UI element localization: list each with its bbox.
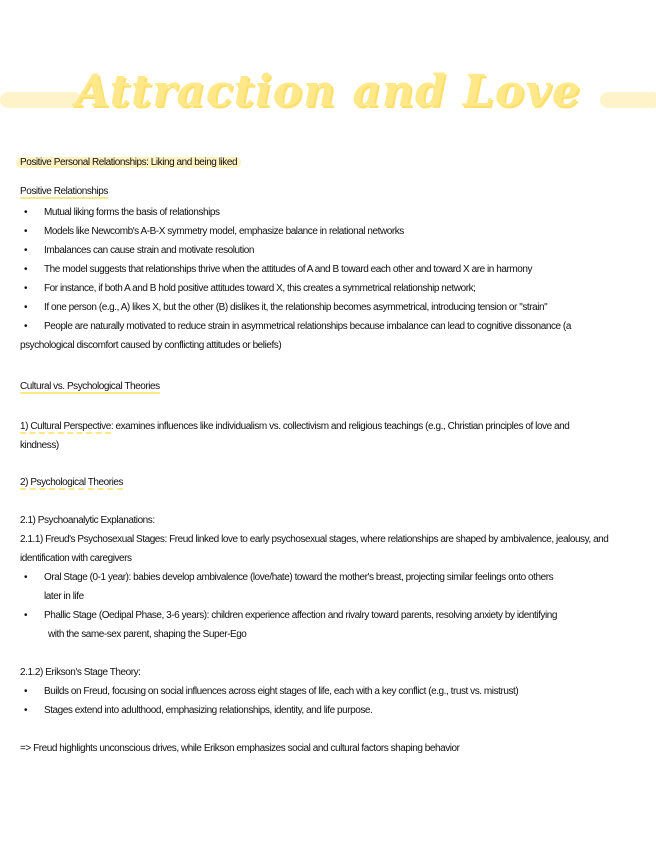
bullet-icon: • [24,705,28,716]
paragraph-continuation: kindness) [20,440,59,451]
list-item-text: Models like Newcomb's A-B-X symmetry model, emphasize balance in relational networks [44,226,404,237]
list-item-text: Phallic Stage (Oedipal Phase, 3-6 years): children experience affection and rivalry toward parents, resolving anxiety by identifying [44,610,557,621]
list-item-text: later in life [44,591,84,602]
bullet-icon: • [24,321,28,332]
heading-text: Cultural vs. Psychological Theories [20,381,160,392]
list-item-text: with the same-sex parent, shaping the Super-Ego [48,629,247,640]
paragraph-continuation: identification with caregivers [20,553,132,564]
list-item-text: Stages extend into adulthood, emphasizing relationships, identity, and life purpose. [44,705,373,716]
paragraph [20,421,569,433]
term: 1) Cultural Perspective [20,421,111,432]
subheading-text: Positive Relationships [20,186,108,197]
section-heading [20,381,160,393]
heading-text: Positive Personal Relationships: Liking and being liked [16,157,241,168]
section-heading [20,157,241,169]
list-item-text: Builds on Freud, focusing on social influences across eight stages of life, each with a key conflict (e.g., trust vs. mistrust) [44,686,519,697]
bullet-icon: • [24,283,28,294]
bullet-icon: • [24,686,28,697]
list-item-text: Oral Stage (0-1 year): babies develop ambivalence (love/hate) toward the mother's breast, projecting similar feelings onto others [44,572,554,583]
subheading [20,186,108,198]
bullet-icon: • [24,264,28,275]
bullet-icon: • [24,610,28,621]
bullet-icon: • [24,302,28,313]
list-item-text: Mutual liking forms the basis of relationships [44,207,220,218]
conclusion: => Freud highlights unconscious drives, while Erikson emphasizes social and cultural factors shaping behavior [20,743,460,754]
paragraph: 2.1.1) Freud's Psychosexual Stages: Freud linked love to early psychosexual stages, where relationships are shaped by ambivalence, jealousy, and [20,534,609,545]
bullet-icon: • [24,226,28,237]
bullet-icon: • [24,207,28,218]
paragraph-text: : examines influences like individualism vs. collectivism and religious teachings (e.g., Christian principles of love and [110,421,570,432]
list-item-text: People are naturally motivated to reduce strain in asymmetrical relationships because imbalance can lead to cognitive dissonance (a [44,321,571,332]
list-item-continuation: psychological discomfort caused by conflicting attitudes or beliefs) [20,340,282,351]
list-item-text: For instance, if both A and B hold positive attitudes toward X, this creates a symmetrical relationship network; [44,283,476,294]
subheading: 2.1.2) Erikson's Stage Theory: [20,667,141,678]
list-item-text: If one person (e.g., A) likes X, but the other (B) dislikes it, the relationship becomes asymmetrical, introducing tension or "strain" [44,302,548,313]
list-item-text: The model suggests that relationships thrive when the attitudes of A and B toward each other and toward X are in harmony [44,264,532,275]
page-title: Attraction and Love [75,66,581,117]
subheading-text: 2) Psychological Theories [20,477,124,488]
subheading [20,477,123,489]
bullet-icon: • [24,245,28,256]
bullet-icon: • [24,572,28,583]
subheading: 2.1) Psychoanalytic Explanations: [20,515,155,526]
list-item-text: Imbalances can cause strain and motivate resolution [44,245,254,256]
